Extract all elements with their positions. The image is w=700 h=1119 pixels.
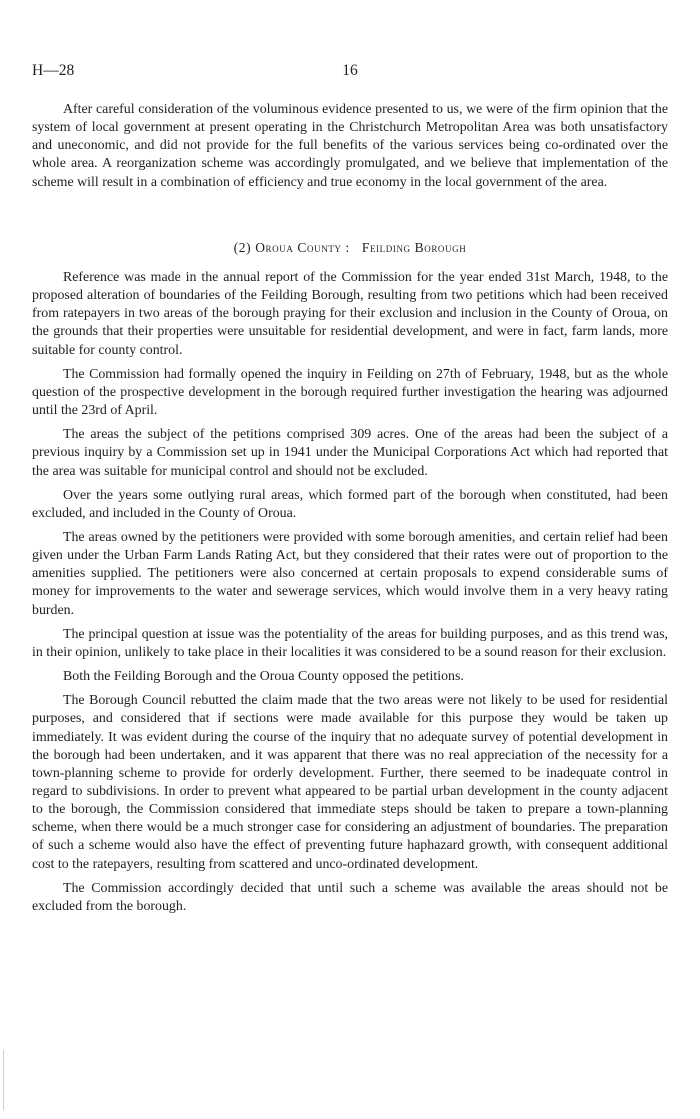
paragraph: The Commission had formally opened the inquiry in Feilding on 27th of February, 1948, but as the whole question of the prospective development in the borough required further investigation the hearing was adjourned until the 23rd of April. (32, 366, 668, 419)
page-header (32, 62, 668, 82)
section-number: (2) (233, 239, 252, 255)
document-reference: H—28 (32, 62, 75, 79)
document-body (32, 101, 668, 922)
section-borough: Feilding Borough (361, 239, 467, 255)
scan-margin-line (3, 1050, 4, 1110)
paragraph: The areas owned by the petitioners were provided with some borough amenities, and certain relief had been given under the Urban Farm Lands Rating Act, but they considered that their rates were out of proportion to the amenities supplied. The petitioners were also concerned at certain proposals to expend considerable sums of money for improvements to the water and sewerage services, which would involve them in a very heavy rating burden. (32, 529, 668, 618)
paragraph: The principal question at issue was the potentiality of the areas for building purposes, and as this trend was, in their opinion, unlikely to take place in their localities it was considered to be a sound reason for their exclusion. (32, 626, 668, 660)
paragraph: Both the Feilding Borough and the Oroua County opposed the petitions. (63, 669, 464, 685)
intro-paragraph: After careful consideration of the voluminous evidence presented to us, we were of the firm opinion that the system of local government at present operating in the Christchurch Metropolitan Area was both unsatisfactory and uneconomic, and did not provide for the full benefits of the various services being co-ordinated over the whole area. A reorganization scheme was accordingly promulgated, and we believe that implementation of the scheme will result in a combination of efficiency and true economy in the local government of the area. (32, 102, 668, 190)
page-number: 16 (342, 62, 358, 79)
paragraph: The areas the subject of the petitions comprised 309 acres. One of the areas had been the subject of a previous inquiry by a Commission set up in 1941 under the Municipal Corporations Act which had reported that the area was suitable for municipal control and should not be excluded. (32, 427, 668, 479)
paragraph: The Commission accordingly decided that until such a scheme was available the areas should not be excluded from the borough. (32, 880, 668, 914)
paragraph: Reference was made in the annual report of the Commission for the year ended 31st March, 1948, to the proposed alteration of boundaries of the Feilding Borough, resulting from two petitions which had been received from ratepayers in two areas of the borough praying for their exclusion and inclusion in the County of Oroua, on the grounds that their properties were unsuitable for residential development, and were in fact, farm lands, more suitable for county control. (32, 269, 668, 358)
section-heading (32, 239, 668, 257)
paragraph: The Borough Council rebutted the claim made that the two areas were not likely to be used for residential purposes, and considered that if sections were made available for this purpose they would be taken up immediately. It was evident during the course of the inquiry that no adequate survey of potential development in the borough had been undertaken, and it was apparent that there was no real appreciation of the necessity for a town-planning scheme to provide for orderly development. Further, there seemed to be inadequate control in regard to subdivisions. In order to prevent what appeared to be partial urban development in the county adjacent to the borough, the Commission considered that immediate steps should be taken to prepare a town-planning scheme, when there would be a much stronger case for considering an adjustment of boundaries. The preparation of such a scheme would also have the effect of preventing future haphazard growth, with consequent additional cost to the ratepayers, resulting from scattered and unco-ordinated development. (32, 693, 668, 872)
paragraph: Over the years some outlying rural areas, which formed part of the borough when constituted, had been excluded, and included in the County of Oroua. (32, 487, 668, 521)
section-county: Oroua County : (255, 239, 350, 255)
